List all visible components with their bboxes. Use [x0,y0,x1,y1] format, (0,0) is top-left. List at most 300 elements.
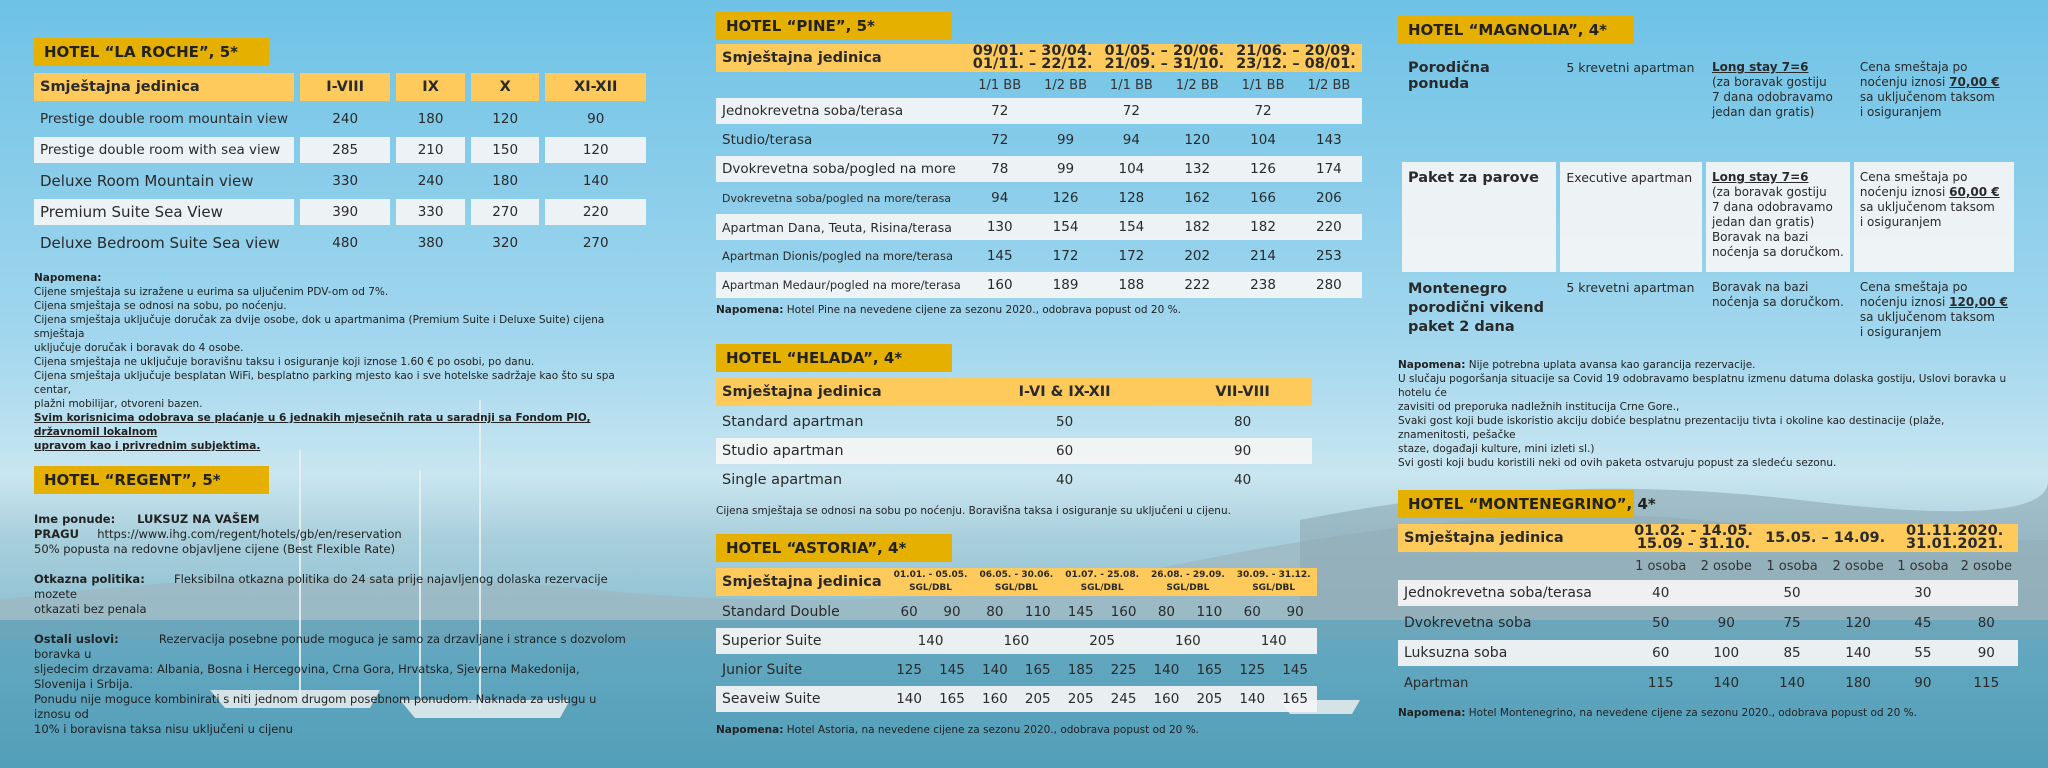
price-cell: 100 [1693,640,1759,666]
stay-line: jedan dan gratis) [1711,215,1815,229]
room-name: Deluxe Bedroom Suite Sea view [40,234,280,252]
price-cell: 285 [300,137,390,163]
price-cell: 80 [986,604,1004,620]
astoria-note [716,723,1312,737]
price-line: noćenju iznosi [1859,75,1950,89]
price-cell: 210 [396,137,465,163]
price-line: i osiguranjem [1859,105,1942,119]
room-name: Dvokrevetna soba/pogled na more [716,156,967,182]
offer-label: Ime ponude: [34,512,116,526]
section-title: HOTEL “MAGNOLIA”, 4* [1398,16,1634,44]
price-cell: 115 [1973,675,2000,691]
price-cell: 140 [1779,675,1805,691]
price-cell: 72 [1230,98,1296,124]
price-cell: 240 [417,173,444,189]
price-cell: 75 [1783,615,1801,631]
note-title: Napomena: [34,272,102,284]
price-cell: 60 [900,604,918,620]
room-name: Studio apartman [716,438,956,464]
price-cell: 160 [973,686,1016,712]
stay-line: (za boravak gostiju [1711,185,1827,199]
price-cell: 160 [1145,628,1231,654]
price-cell: 90 [1955,640,2018,666]
package-row [1402,52,2014,158]
price-cell: 125 [896,662,922,678]
column-header: I-VIII [300,73,390,101]
note-text: Hotel Astoria, na nevedene cijene za sezonu 2020., odobrava popust od 20 %. [786,724,1200,736]
sub-header: 1/2 BB [1175,77,1219,93]
other-line: sljedecim drzavama: Albania, Bosna i Hercegovina, Crna Gora, Hrvatska, Sjeverna Makedonija, Slovenija i Srbija. [34,662,580,691]
price-cell: 50 [1759,580,1825,606]
section-title: HOTEL “LA ROCHE”, 5* [34,38,269,66]
price-cell [1164,98,1230,124]
room-name: Prestige double room with sea view [34,137,294,163]
other-line: 10% i boravisna taksa nisu uključeni u cijenu [34,722,293,736]
price-cell: 120 [1184,132,1211,148]
astoria-section [716,534,1312,737]
price-cell: 180 [417,111,444,127]
period-line: 01.01. - 05.05. [893,570,968,580]
price-cell: 330 [332,173,359,189]
stay-line: jedan dan gratis) [1711,105,1815,119]
price-cell: 85 [1759,640,1825,666]
period-line: SGL/DBL [1252,583,1296,593]
price-cell: 160 [1145,686,1188,712]
price-line: Cena smeštaja po [1859,280,1968,294]
price-cell: 140 [1713,675,1740,691]
price-cell [1955,580,2018,606]
note-line: staze, događaji kulture, mini izleti sl.) [1398,443,1595,455]
price-value: 70,00 € [1949,75,2000,89]
price-cell: 222 [1164,272,1230,298]
price-cell: 160 [1110,604,1137,620]
price-cell: 238 [1230,272,1296,298]
room-name: Superior Suite [716,628,888,654]
offer-desc: 50% popusta na redovne objavljene cijene (Best Flexible Rate) [34,542,396,556]
package-stay [1706,276,1850,352]
astoria-table [716,565,1317,715]
package-name: Montenegro porodični vikend paket 2 dana [1408,281,1544,335]
price-line: i osiguranjem [1859,215,1942,229]
price-line: sa uključenom taksom [1859,90,1995,104]
la-roche-table [34,68,646,261]
room-name: Dvokrevetna soba/pogled na more/terasa [722,191,952,205]
period-header [1098,44,1230,72]
room-name: Dvokrevetna soba [1404,615,1532,631]
note-line: Svaki gost koji bude iskoristio akciju dobiće besplatnu prezentaciju tivta i okoline kao destinacije (plaže, znamenitosti, pešačke [1398,415,1945,441]
sub-header: 1/1 BB [978,77,1022,93]
note-line: Cijena smještaja ne uključuje boravišnu taksu i osiguranje koji iznose 1.60 € po osobi, po danu. [34,356,535,368]
price-cell: 132 [1164,156,1230,182]
price-cell: 55 [1891,640,1954,666]
stay-line: Boravak na bazi [1711,280,1809,294]
price-line: noćenju iznosi [1859,185,1950,199]
price-cell: 205 [1016,686,1059,712]
price-cell: 165 [1274,686,1317,712]
price-cell: 30 [1891,580,1954,606]
price-cell: 480 [332,235,359,251]
price-cell: 330 [396,199,465,225]
price-cell: 165 [1024,662,1051,678]
price-cell: 280 [1296,272,1362,298]
price-cell: 80 [1157,604,1176,620]
price-cell: 145 [1282,662,1308,678]
price-cell: 140 [888,628,974,654]
room-name: Single apartman [722,472,843,488]
period-line: 21/06. – 20/09. [1236,44,1356,59]
price-cell: 104 [1098,156,1164,182]
price-cell: 225 [1110,662,1137,678]
period-header [1628,524,1759,552]
price-cell: 72 [967,98,1033,124]
column-header: IX [396,73,465,101]
pine-note [716,303,1312,317]
price-cell: 94 [1122,132,1140,148]
pine-section [716,12,1356,317]
package-price [1854,162,2014,272]
section-title: HOTEL “MONTENEGRINO”, 4* [1398,490,1634,518]
stay-line: 7 dana odobravamo [1711,90,1833,104]
period-line: SGL/DBL [1166,583,1210,593]
stay-title: Long stay 7=6 [1711,60,1809,74]
sub-header: 1 osoba [1897,558,1949,574]
column-header: VII-VIII [1173,378,1312,406]
price-cell: 60 [956,438,1173,464]
other-text: Rezervacija posebne ponude moguca je samo za drzavljane i strance s dozvolom boravka u [34,632,626,661]
price-cell: 126 [1230,156,1296,182]
room-name: Standard apartman [722,414,864,430]
note-label: Napomena: [1398,359,1466,371]
price-cell: 145 [986,248,1013,264]
package-row [1402,276,2014,352]
price-cell: 150 [471,137,540,163]
period-line: 01.11.2020. [1905,524,2004,539]
price-cell: 115 [1647,675,1674,691]
price-cell: 125 [1239,662,1266,678]
price-line: noćenju iznosi [1859,295,1950,309]
note-line: Cijena smještaja uključuje doručak za dvije osobe, dok u apartmanima (Premium Suite i Deluxe Suite) cijena smještaja [34,314,605,340]
stay-line: noćenja sa doručkom. [1711,245,1844,259]
price-cell: 140 [1825,640,1891,666]
magnolia-notes [1398,358,2018,470]
price-line: sa uključenom taksom [1859,200,1995,214]
price-cell: 140 [981,662,1008,678]
period-line: SGL/DBL [909,583,953,593]
section-title: HOTEL “REGENT”, 5* [34,466,269,494]
price-cell [1033,98,1099,124]
price-cell: 165 [1196,662,1223,678]
price-cell: 205 [1188,686,1231,712]
helada-table [716,375,1312,496]
regent-offer [34,512,630,737]
price-line: sa uključenom taksom [1859,310,1995,324]
price-line: i osiguranjem [1859,325,1942,339]
price-cell: 270 [471,199,540,225]
period-line: 01/11. – 22/12. [972,56,1093,72]
room-name: Deluxe Room Mountain view [40,172,254,190]
period-header [1759,524,1891,552]
note-text: Nije potrebna uplata avansa kao garancija rezervacije. [1468,359,1756,371]
price-cell [1693,580,1759,606]
note-line: Cijena smještaja se odnosi na sobu, po noćenju. [34,300,287,312]
period-header [1891,524,2018,552]
stay-title: Long stay 7=6 [1711,170,1809,184]
offer-url[interactable]: https://www.ihg.com/regent/hotels/gb/en/reservation [97,527,402,541]
price-cell: 205 [1059,686,1102,712]
note-line: U slučaju pogoršanja situacije sa Covid 19 odobravamo besplatnu izmenu datuma dolaska gostiju, Uslovi boravka u hotelu će [1398,373,2007,399]
price-cell: 140 [1231,686,1274,712]
period-header [1145,568,1231,596]
period-header [1231,568,1317,596]
price-cell: 104 [1250,132,1276,148]
pine-table [716,41,1362,301]
period-line: SGL/DBL [1080,583,1124,593]
price-cell: 185 [1067,662,1094,678]
room-name: Standard Double [722,604,840,620]
regent-section [34,466,630,737]
period-line: 15.09 - 31.10. [1636,536,1751,552]
price-cell: 188 [1098,272,1164,298]
price-cell: 80 [1234,414,1252,430]
price-value: 60,00 € [1949,185,2000,199]
price-cell: 160 [967,272,1033,298]
price-cell: 130 [967,214,1033,240]
price-cell: 165 [931,686,974,712]
package-type: 5 krevetni apartman [1566,280,1695,295]
sub-header: 1/1 BB [1109,77,1153,93]
note-line: plažni mobilijar, otvoreni bazen. [34,398,203,410]
note-label: Napomena: [716,724,784,736]
note-text: Hotel Montenegrino, na nevedene cijene za sezonu 2020., odobrava popust od 20 %. [1468,707,1917,719]
price-cell: 180 [1845,675,1872,691]
note-line: Cijena smještaja uključuje besplatan WiFi, besplatno parking mjesto kao i sve hotelske sadržaje kao što su spa centar, [34,370,615,396]
column-header: Smještajna jedinica [716,44,967,72]
price-cell: 120 [492,111,519,127]
montenegrino-table [1398,520,2018,700]
room-name: Jednokrevetna soba/terasa [716,98,967,124]
la-roche-section [34,38,646,453]
price-cell: 240 [332,111,359,127]
magnolia-table [1398,48,2018,356]
price-cell: 245 [1102,686,1145,712]
price-cell: 182 [1230,214,1296,240]
la-roche-notes [34,271,646,453]
package-type: Executive apartman [1560,162,1702,272]
price-cell: 60 [1628,640,1693,666]
price-cell: 40 [1234,472,1252,488]
column-header: Smještajna jedinica [716,568,888,596]
price-cell: 270 [582,235,609,251]
price-cell [1296,98,1362,124]
column-header: XI-XII [545,73,646,101]
period-line: SGL/DBL [994,583,1038,593]
price-cell: 99 [1056,132,1075,148]
price-cell: 90 [1914,675,1932,691]
note-line: zavisiti od preporuka nadležnih institucija Crne Gore., [1398,401,1680,413]
room-name: Luksuzna soba [1398,640,1628,666]
montenegrino-section [1398,490,2018,720]
price-cell: 140 [1231,628,1317,654]
period-line: 30.09. - 31.12. [1236,570,1311,580]
cancel-text: otkazati bez penala [34,602,147,616]
cancel-label: Otkazna politika: [34,572,145,586]
helada-section [716,344,1312,518]
price-cell: 206 [1316,190,1342,206]
sub-header: 2 osobe [1700,558,1752,574]
room-name: Premium Suite Sea View [34,199,294,225]
price-cell: 90 [1717,615,1735,631]
price-cell: 390 [300,199,390,225]
period-line: 06.05. - 30.06. [979,570,1054,580]
package-stay [1706,162,1850,272]
price-cell: 162 [1184,190,1211,206]
price-cell: 50 [1056,414,1074,430]
note-label: Napomena: [716,304,784,316]
price-cell: 78 [967,156,1033,182]
other-line: Ponudu nije moguce kombinirati s niti jednom drugom posebnom ponudom. Naknada za uslugu u iznosu od [34,692,597,721]
price-cell: 320 [492,235,519,251]
price-cell: 145 [1067,604,1094,620]
column-header: Smještajna jedinica [716,378,956,406]
stay-line: 7 dana odobravamo [1711,200,1833,214]
room-name: Apartman Dana, Teuta, Risina/terasa [716,214,967,240]
price-cell: 172 [1052,248,1079,264]
cancel-text: Fleksibilna otkazna politika do 24 sata prije najavljenog dolaska rezervacije mozete [34,572,608,601]
price-cell: 72 [1098,98,1164,124]
period-line: 01.07. - 25.08. [1065,570,1139,580]
offer-name: LUKSUZ NA VAŠEM PRAGU [34,512,260,541]
section-title: HOTEL “HELADA”, 4* [716,344,952,372]
price-cell: 90 [943,604,961,620]
package-price [1854,52,2014,158]
price-cell: 214 [1250,248,1276,264]
column-header: Smještajna jedinica [34,73,294,101]
period-line: 31.01.2021. [1905,536,2004,552]
price-cell: 50 [1652,615,1670,631]
montenegrino-note [1398,706,2018,720]
period-header [1059,568,1145,596]
column-header: I-VI & IX-XII [956,378,1173,406]
period-header [973,568,1059,596]
period-header [1230,44,1362,72]
period-header [888,568,974,596]
period-line: 26.08. - 29.09. [1151,570,1225,580]
price-cell: 94 [991,190,1009,206]
price-line: Cena smeštaja po [1859,170,1968,184]
price-cell: 154 [1033,214,1099,240]
stay-line: Boravak na bazi [1711,230,1809,244]
sub-header: 1 osoba [1766,558,1818,574]
price-cell: 128 [1118,190,1145,206]
column-header: X [471,73,540,101]
sub-header: 2 osobe [1832,558,1884,574]
price-cell: 60 [1243,604,1261,620]
price-cell: 90 [587,111,605,127]
price-cell: 174 [1296,156,1362,182]
period-line: 15.05. – 14.09. [1765,529,1886,546]
period-line: 01.02. - 14.05. [1634,524,1753,539]
period-header [967,44,1099,72]
price-line: Cena smeštaja po [1859,60,1968,74]
sub-header: 1/2 BB [1307,77,1351,93]
package-name: Paket za parove [1402,162,1556,272]
price-cell: 140 [888,686,931,712]
period-line: 23/12. – 08/01. [1236,56,1356,72]
price-cell: 220 [1296,214,1362,240]
room-name: Junior Suite [722,662,803,678]
price-cell: 172 [1118,248,1145,264]
room-name: Apartman Medaur/pogled na more/terasa [716,272,967,298]
note-bold: Svim korisnicima odobrava se plaćanje u 6 jednakih mjesečnih rata u saradnji sa Fondom PIO, državnomil lokalnom [34,412,591,438]
stay-line: noćenja sa doručkom. [1711,295,1844,309]
price-cell: 202 [1184,248,1211,264]
package-row [1402,162,2014,272]
price-cell: 143 [1316,132,1342,148]
other-label: Ostali uslovi: [34,632,119,646]
price-cell: 180 [492,173,519,189]
note-line: Cijene smještaja su izražene u eurima sa uljučenim PDV-om od 7%. [34,286,389,298]
price-cell: 110 [1196,604,1223,620]
price-cell: 166 [1250,190,1276,206]
helada-note: Cijena smještaja se odnosi na sobu po noćenju. Boravišna taksa i osiguranje su uključeni u cijenu. [716,505,1231,517]
sub-header: 2 osobe [1960,558,2012,574]
room-name: Jednokrevetna soba/terasa [1398,580,1628,606]
price-cell: 220 [545,199,646,225]
column-header: Smještajna jedinica [1398,524,1628,552]
room-name: Seaveiw Suite [716,686,888,712]
note-text: Hotel Pine na nevedene cijene za sezonu 2020., odobrava popust od 20 %. [786,304,1181,316]
price-cell: 72 [991,132,1009,148]
price-cell: 189 [1033,272,1099,298]
price-cell: 40 [1056,472,1074,488]
price-cell: 140 [582,173,609,189]
period-line: 01/05. – 20/06. [1104,44,1225,59]
section-title: HOTEL “ASTORIA”, 4* [716,534,952,562]
price-cell: 380 [417,235,444,251]
price-cell: 45 [1914,615,1932,631]
room-name: Apartman Dionis/pogled na more/terasa [722,249,953,263]
room-name: Prestige double room mountain view [40,111,288,127]
note-bold: upravom kao i privrednim subjektima. [34,440,261,452]
package-price [1854,276,2014,352]
price-cell: 120 [545,137,646,163]
price-cell: 80 [1977,615,1995,631]
price-cell [1825,580,1891,606]
section-title: HOTEL “PINE”, 5* [716,12,952,40]
price-cell: 90 [1173,438,1312,464]
price-cell: 154 [1098,214,1164,240]
note-line: Svi gosti koji budu koristili neki od ovih paketa ostvaruju popust za sledeću sezonu. [1398,457,1837,469]
package-name: Porodična ponuda [1408,60,1490,92]
period-line: 09/01. – 30/04. [972,44,1093,59]
price-cell: 120 [1845,615,1872,631]
note-line: uključuje doručak i boravak do 4 osobe. [34,342,244,354]
price-cell: 126 [1052,190,1079,206]
price-value: 120,00 € [1949,295,2008,309]
stay-line: (za boravak gostiju [1711,75,1827,89]
package-type: 5 krevetni apartman [1566,60,1695,75]
price-cell: 182 [1164,214,1230,240]
room-name: Studio/terasa [722,132,813,148]
price-cell: 140 [1153,662,1180,678]
sub-header: 1 osoba [1635,558,1687,574]
price-cell: 160 [973,628,1059,654]
sub-header: 1/1 BB [1241,77,1285,93]
price-cell: 99 [1033,156,1099,182]
sub-header: 1/2 BB [1044,77,1087,93]
note-label: Napomena: [1398,707,1466,719]
price-cell: 253 [1316,248,1342,264]
